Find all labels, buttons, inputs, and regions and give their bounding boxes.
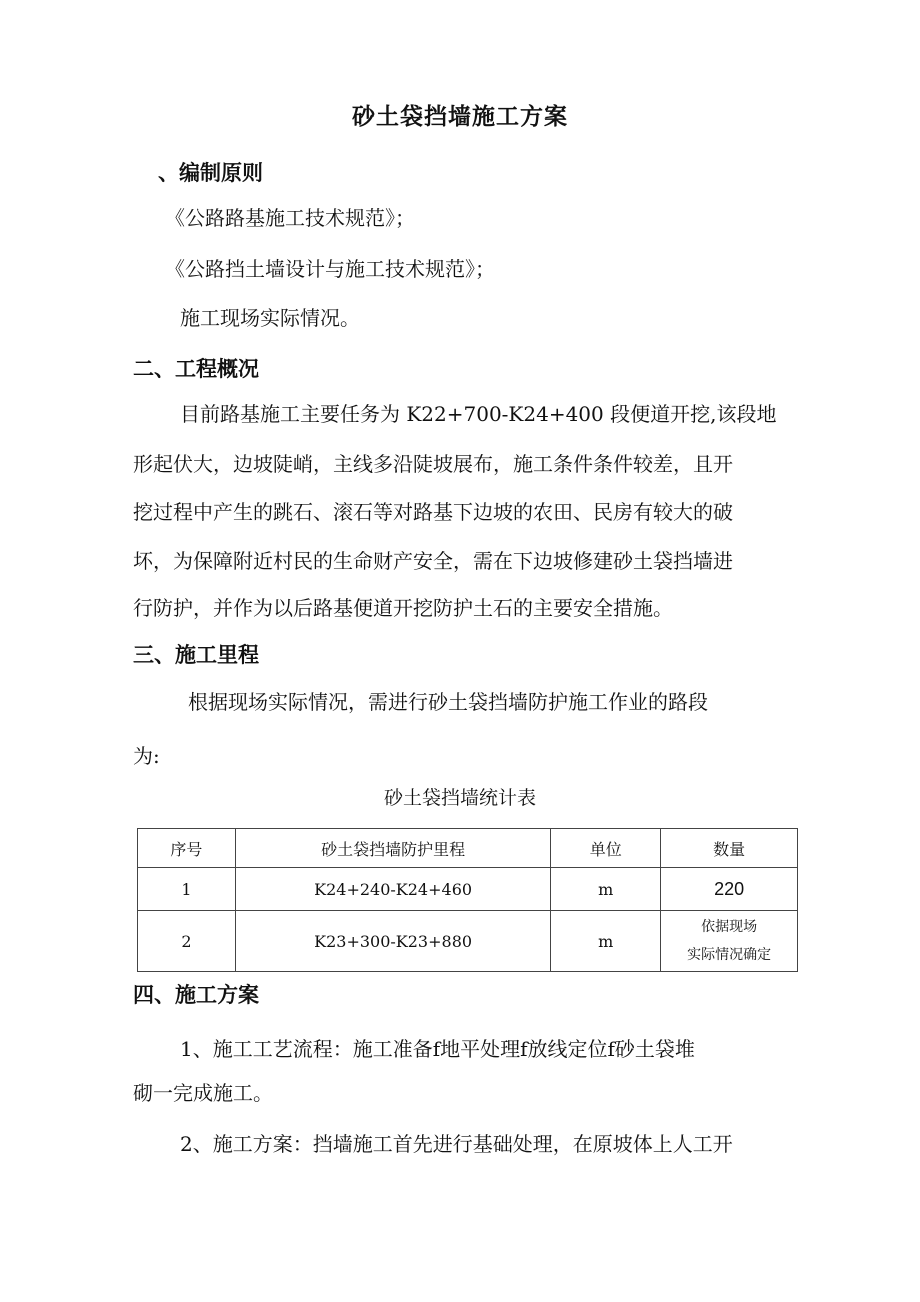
overview-line: 挖过程中产生的跳石、滚石等对路基下边坡的农田、民房有较大的破 (133, 500, 733, 524)
section-heading-overview: 二、工程概况 (133, 357, 259, 381)
section-heading-plan: 四、施工方案 (133, 983, 259, 1007)
row-quantity-line: 依据现场 (701, 919, 758, 935)
table-row (138, 911, 798, 972)
stats-table (137, 828, 798, 972)
table-caption: 砂土袋挡墙统计表 (383, 787, 536, 809)
mileage-line: 为: (133, 744, 160, 768)
mileage-line: 根据现场实际情况，需进行砂土袋挡墙防护施工作业的路段 (188, 690, 708, 714)
row-quantity: 220 (661, 868, 798, 911)
section-heading-mileage: 三、施工里程 (133, 643, 259, 667)
principle-item: 施工现场实际情况。 (180, 306, 360, 330)
row-quantity-line: 实际情况确定 (687, 947, 772, 963)
row-range: K24+240-K24+460 (235, 868, 551, 911)
table-header-row (138, 829, 798, 868)
plan-line: 砌一完成施工。 (133, 1081, 273, 1105)
table-header-cell: 序号 (138, 829, 236, 868)
row-quantity (661, 911, 798, 972)
table-row (138, 868, 798, 911)
overview-line: 形起伏大，边坡陡峭，主线多沿陡坡展布，施工条件条件较差，且开 (133, 452, 733, 476)
row-range: K23+300-K23+880 (235, 911, 551, 972)
plan-line: 2、施工方案：挡墙施工首先进行基础处理，在原坡体上人工开 (180, 1132, 733, 1156)
principle-item: 《公路路基施工技术规范》； (165, 206, 415, 230)
row-number: 2 (138, 911, 236, 972)
plan-line: 1、施工工艺流程：施工准备f地平处理f放线定位f砂土袋堆 (180, 1037, 695, 1061)
overview-line: 坏，为保障附近村民的生命财产安全，需在下边坡修建砂土袋挡墙进 (133, 549, 733, 573)
overview-line: 行防护，并作为以后路基便道开挖防护土石的主要安全措施。 (133, 596, 673, 620)
table-header-cell: 单位 (551, 829, 661, 868)
row-number: 1 (138, 868, 236, 911)
row-unit: m (551, 911, 661, 972)
table-header-cell: 砂土袋挡墙防护里程 (235, 829, 551, 868)
table-header-cell: 数量 (661, 829, 798, 868)
section-heading-principles: 、编制原则 (158, 161, 263, 185)
row-unit: m (551, 868, 661, 911)
overview-line: 目前路基施工主要任务为 K22+700-K24+400 段便道开挖,该段地 (180, 402, 777, 426)
page-title: 砂土袋挡墙施工方案 (352, 104, 568, 130)
principle-item: 《公路挡土墙设计与施工技术规范》； (165, 257, 495, 281)
